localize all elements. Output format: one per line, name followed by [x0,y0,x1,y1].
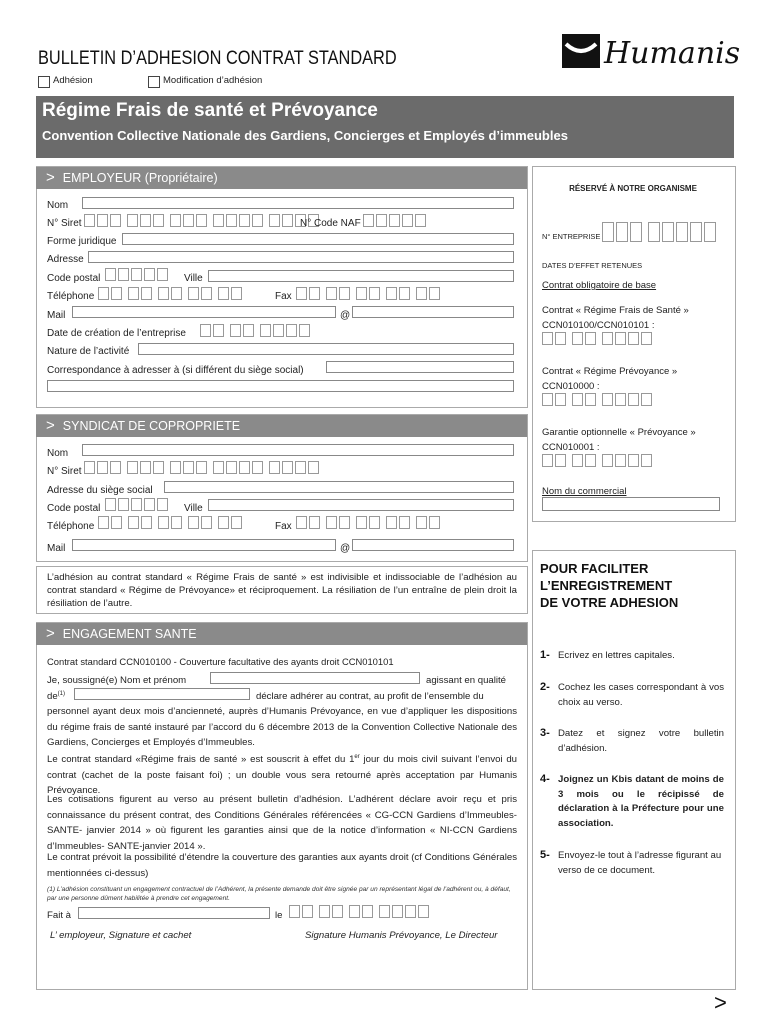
employeur-mail-domain-field[interactable] [352,306,514,318]
de-text: de [47,691,58,703]
entreprise-label: N° ENTREPRISE [542,232,601,241]
step-4-text: Joignez un Kbis datant de moins de 3 mois ou le récipissé de déclaration à la Préfecture pour une association. [558,774,724,829]
step-4-number: 4- [540,773,550,785]
frais-sante-code: CCN010100/CCN010101 : [542,320,655,331]
syndicat-cp-boxes[interactable] [105,498,170,511]
step-2-number: 2- [540,681,550,693]
signature-humanis-area [300,946,514,984]
signature-employeur-area[interactable] [47,946,247,984]
para2-end: jour du mois civil suivant l’envoi du contrat (cachet de la poste faisant foi) ; un double vous sera retourné après acceptation par Humanis Prévoyance. [47,754,518,797]
help-title-2: L’ENREGISTREMENT [540,578,673,593]
employeur-header [36,167,527,189]
employeur-tel-boxes[interactable] [98,287,244,300]
syndicat-heading: SYNDICAT DE COPROPRIETE [62,419,241,433]
syndicat-nom-field[interactable] [82,444,514,456]
chevron-right-icon: > [46,417,55,434]
commercial-label: Nom du commercial [542,486,627,497]
title-banner [36,96,734,158]
employeur-mail-label: Mail [47,310,66,321]
chevron-right-icon: > [46,625,55,642]
signature-employeur-label: L’ employeur, Signature et cachet [50,930,192,941]
syndicat-nom-label: Nom [47,448,69,459]
banner-subtitle: Convention Collective Nationale des Gardiens, Concierges et Employés d’immeubles [42,128,568,143]
humanis-logo [562,34,741,74]
declare-text: déclare adhérer au contrat, au profit de l’ensemble du [256,691,484,702]
engagement-para3: Les cotisations figurent au verso au présent bulletin d’adhésion. L’adhérent déclare avoir reçu et pris connaissance du présent contrat, des Conditions Générales référencées « CG-CCN Gardiens d’Immeubles-SANTE- janvier 2014 » où figurent les garanties ainsi que de la notice d’information « NI-CCN Gardiens d’Immeubles- SANTE-janvier 2014 ». [47,794,517,852]
step-5-number: 5- [540,849,550,861]
step-5-text: Envoyez-le tout à l’adresse figurant au verso de ce document. [558,850,722,876]
syndicat-ville-field[interactable] [208,499,514,511]
step-1-number: 1- [540,649,550,661]
logo-text: Humanis [604,36,741,71]
syndicat-fax-boxes[interactable] [296,516,442,529]
contrat-obligatoire-label: Contrat obligatoire de base [542,280,657,291]
employeur-nom-label: Nom [47,200,69,211]
dates-effet-label: DATES D’EFFET RETENUES [542,261,643,270]
help-title-3: DE VOTRE ADHESION [540,595,679,610]
employeur-date-boxes[interactable] [200,324,312,337]
employeur-mail-local-field[interactable] [72,306,336,318]
employeur-ville-field[interactable] [208,270,514,282]
employeur-siret-boxes[interactable] [84,214,321,227]
engagement-para: personnel ayant deux mois d’ancienneté, auprès d’Humanis Prévoyance, en vue d’appliquer les dispositions du régime frais de santé instauré par l’accord du 6 décembre 2013 de la Convention Collective Nationale des Gardiens, Concierges et Employés d’Immeubles. [47,706,517,748]
signature-humanis-label: Signature Humanis Prévoyance, Le Directeur [305,930,498,941]
garantie-optionnelle-date-boxes[interactable] [542,454,654,467]
syndicat-mail-local-field[interactable] [72,539,336,551]
step-2-text: Cochez les cases correspondant à vos choix au verso. [558,682,724,708]
prevoyance-code: CCN010000 : [542,381,600,392]
engagement-header [36,623,527,645]
prevoyance-date-boxes[interactable] [542,393,654,406]
syndicat-adresse-field[interactable] [164,481,514,493]
employeur-fax-boxes[interactable] [296,287,442,300]
engagement-footnote: (1) L’adhésion constituant un engagement contractuel de l’Adhérent, la présente demande doit être signée par un représentant légal de l’adhérent ou, à défaut, par une personne dûment habilitée à prendre cet engagement. [47,886,511,902]
adhesion-checkbox[interactable] [38,76,50,88]
qualite-label: agissant en qualité [426,675,507,686]
employeur-correspondance-label: Correspondance à adresser à (si différent du siège social) [47,365,304,376]
employeur-forme-label: Forme juridique [47,236,117,247]
help-title-1: POUR FACILITER [540,561,649,576]
syndicat-header [36,415,527,437]
employeur-cp-label: Code postal [47,273,101,284]
de-label [47,691,65,702]
banner-title: Régime Frais de santé et Prévoyance [42,100,378,121]
employeur-nature-label: Nature de l’activité [47,346,130,357]
soussigne-label: Je, soussigné(e) Nom et prénom [47,675,187,686]
employeur-heading: EMPLOYEUR (Propriétaire) [62,171,218,185]
step-3-number: 3- [540,727,550,739]
syndicat-at-sign: @ [340,543,351,554]
entreprise-boxes[interactable] [602,222,718,242]
employeur-siret-label: N° Siret [47,218,82,229]
modification-label: Modification d’adhésion [163,75,263,86]
syndicat-siret-label: N° Siret [47,466,82,477]
footnote-ref: (1) [57,691,66,697]
para2-start: Le contrat standard «Régime frais de santé » est souscrit à effet du 1 [47,754,355,766]
engagement-contract: Contrat standard CCN010100 - Couverture facultative des ayants droit CCN010101 [47,656,394,667]
adhesion-label: Adhésion [53,75,93,86]
modification-checkbox[interactable] [148,76,160,88]
employeur-at-sign: @ [340,310,351,321]
syndicat-tel-boxes[interactable] [98,516,244,529]
reserve-title: RÉSERVÉ À NOTRE ORGANISME [569,184,697,193]
next-page-arrow-icon[interactable]: > [714,990,727,1015]
garantie-optionnelle-label: Garantie optionnelle « Prévoyance » [542,427,696,438]
employeur-naf-boxes[interactable] [363,214,428,227]
employeur-ville-label: Ville [184,273,203,284]
prevoyance-label: Contrat « Régime Prévoyance » [542,366,678,377]
fait-label: Fait à [47,910,71,921]
date-signature-boxes[interactable] [289,905,431,918]
commercial-field[interactable] [542,497,720,511]
step-1-text: Ecrivez en lettres capitales. [558,650,675,661]
employeur-cp-boxes[interactable] [105,268,170,281]
syndicat-tel-label: Téléphone [47,521,95,532]
employeur-adresse-label: Adresse [47,254,84,265]
syndicat-siret-boxes[interactable] [84,461,321,474]
qualite-field[interactable] [74,688,250,700]
employeur-forme-field[interactable] [122,233,514,245]
engagement-heading: ENGAGEMENT SANTE [62,627,197,641]
syndicat-adresse-label: Adresse du siège social [47,485,153,496]
step-3-text: Datez et signez votre bulletin d’adhésion. [558,728,724,754]
nom-prenom-field[interactable] [210,672,420,684]
le-label: le [275,910,283,921]
form-title: BULLETIN D’ADHESION CONTRAT STANDARD [38,48,397,69]
para2-sup: er [354,754,360,760]
employeur-adresse-field[interactable] [88,251,514,263]
engagement-para4: Le contrat prévoit la possibilité d’étendre la couverture des garanties aux ayants droit (cf Conditions Générales mentionnées ci-dessus) [47,852,517,879]
syndicat-mail-domain-field[interactable] [352,539,514,551]
employeur-correspondance-field-2[interactable] [47,380,514,392]
humanis-logo-icon [562,34,602,70]
syndicat-cp-label: Code postal [47,503,101,514]
employeur-naf-label: N° Code NAF [300,218,361,229]
chevron-right-icon: > [46,169,55,186]
employeur-nom-field[interactable] [82,197,514,209]
garantie-optionnelle-code: CCN010001 : [542,442,600,453]
frais-sante-date-boxes[interactable] [542,332,654,345]
employeur-tel-label: Téléphone [47,291,95,302]
frais-sante-label: Contrat « Régime Frais de Santé » [542,305,689,316]
syndicat-ville-label: Ville [184,503,203,514]
employeur-fax-label: Fax [275,291,292,302]
syndicat-mail-label: Mail [47,543,66,554]
syndicat-fax-label: Fax [275,521,292,532]
notice-text: L’adhésion au contrat standard « Régime Frais de santé » est indivisible et indissociable de l’adhésion au contrat standard « Régime de Prévoyance» et réciproquement. La résiliation de l’un entraîne de plein droit la résiliation de l’autre. [47,572,517,609]
employeur-date-label: Date de création de l’entreprise [47,328,186,339]
fait-a-field[interactable] [78,907,270,919]
help-panel [532,550,736,990]
employeur-nature-field[interactable] [138,343,514,355]
employeur-correspondance-field[interactable] [326,361,514,373]
